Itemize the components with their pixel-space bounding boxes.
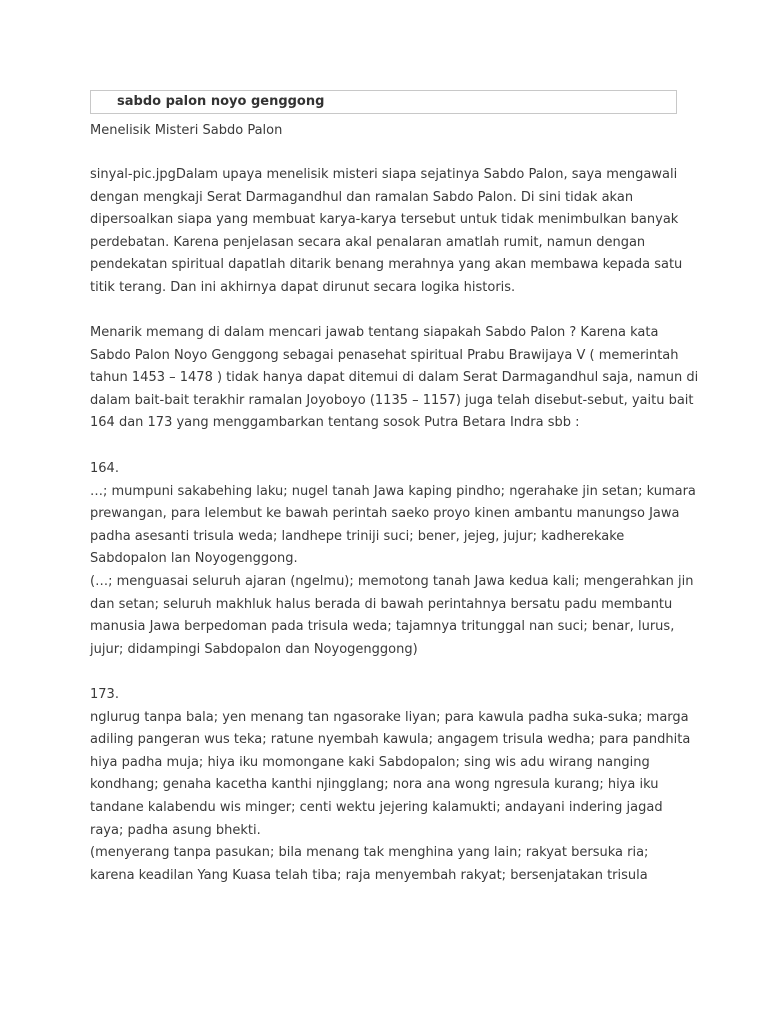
text-line: adiling pangeran wus teka; ratune nyembah kawula; angagem trisula wedha; para pandhita: [90, 732, 691, 748]
text-line: dalam bait-bait terakhir ramalan Joyoboyo (1135 – 1157) juga telah disebut-sebut, yaitu bait: [90, 392, 694, 408]
document-title-box: [90, 90, 677, 114]
text-line: tandane kalabendu wis minger; centi wektu jejering kalamukti; andayani indering jagad: [90, 799, 663, 815]
text-line: manusia Jawa berpedoman pada trisula weda; tajamnya tritunggal nan suci; benar, lurus,: [90, 619, 675, 635]
text-line: (…; menguasai seluruh ajaran (ngelmu); memotong tanah Jawa kedua kali; mengerahkan jin: [90, 573, 694, 589]
text-line: Sabdopalon lan Noyogenggong.: [90, 551, 298, 567]
document-title: sabdo palon noyo genggong: [117, 94, 325, 109]
text-line: Menarik memang di dalam mencari jawab tentang siapakah Sabdo Palon ? Karena kata: [90, 325, 659, 340]
text-line: jujur; didampingi Sabdopalon dan Noyogenggong): [90, 641, 418, 657]
text-line: (menyerang tanpa pasukan; bila menang tak menghina yang lain; rakyat bersuka ria;: [90, 845, 649, 861]
text-line: 173.: [90, 687, 119, 702]
text-line: hiya padha muja; hiya iku momongane kaki Sabdopalon; sing wis adu wirang nanging: [90, 754, 650, 770]
text-line: dipersoalkan siapa yang membuat karya-karya tersebut untuk tidak menimbulkan banyak: [90, 212, 679, 228]
text-line: dengan mengkaji Serat Darmagandhul dan ramalan Sabdo Palon. Di sini tidak akan: [90, 189, 634, 205]
text-line: …; mumpuni sakabehing laku; nugel tanah Jawa kaping pindho; ngerahake jin setan; kumara: [90, 483, 696, 499]
text-line: Sabdo Palon Noyo Genggong sebagai penasehat spiritual Prabu Brawijaya V ( memerintah: [90, 347, 679, 363]
paragraph-verse-173: [90, 684, 690, 887]
paragraph-intro: [90, 164, 690, 300]
paragraph-question: [90, 322, 699, 435]
text-line: karena keadilan Yang Kuasa telah tiba; raja menyembah rakyat; bersenjatakan trisula: [90, 867, 648, 883]
text-line: kondhang; genaha kacetha kanthi njingglang; nora ana wong ngresula kurang; hiya iku: [90, 777, 659, 793]
text-line: pendekatan spiritual dapatlah ditarik benang merahnya yang akan membawa kepada satu: [90, 257, 683, 273]
text-line: 164 dan 173 yang menggambarkan tentang sosok Putra Betara Indra sbb :: [90, 415, 580, 431]
text-line: raya; padha asung bhekti.: [90, 822, 261, 838]
text-line: perdebatan. Karena penjelasan secara akal penalaran amatlah rumit, namun dengan: [90, 234, 646, 250]
text-line: tahun 1453 – 1478 ) tidak hanya dapat ditemui di dalam Serat Darmagandhul saja, namun di: [90, 370, 699, 386]
paragraph-verse-164: [90, 458, 696, 661]
text-line: dan setan; seluruh makhluk halus berada di bawah perintahnya bersatu padu membantu: [90, 596, 673, 612]
document-subtitle: Menelisik Misteri Sabdo Palon: [90, 123, 283, 138]
text-line: padha asesanti trisula weda; landhepe triniji suci; bener, jejeg, jujur; kadherekake: [90, 528, 625, 544]
text-line: prewangan, para lelembut ke bawah perintah saeko proyo kinen ambantu manungso Jawa: [90, 506, 680, 522]
text-line: nglurug tanpa bala; yen menang tan ngasorake liyan; para kawula padha suka-suka; marga: [90, 709, 689, 725]
text-line: 164.: [90, 461, 119, 476]
text-line: sinyal-pic.jpgDalam upaya menelisik misteri siapa sejatinya Sabdo Palon, saya mengawali: [90, 167, 678, 182]
text-line: titik terang. Dan ini akhirnya dapat dirunut secara logika historis.: [90, 279, 516, 295]
